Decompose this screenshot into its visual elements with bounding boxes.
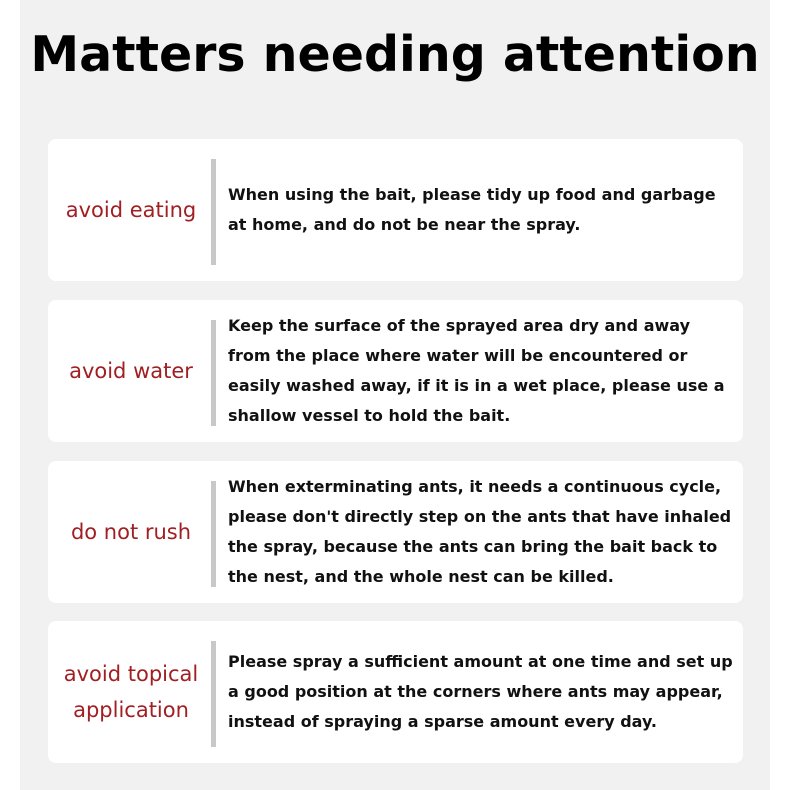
card-divider [211,320,216,426]
card-divider [211,641,216,747]
card-divider [211,481,216,587]
card-description [228,139,738,281]
card-description-text: When using the bait, please tidy up food and garbage at home, and do not be near the spray. [228,185,716,234]
card-label: avoid topical application [63,662,199,722]
card-label: avoid eating [65,198,197,222]
notice-card-avoid-topical-application [48,621,743,763]
card-description-text: Keep the surface of the sprayed area dry and away from the place where water will be encountered or easily washed away, if it is in a wet place, please use a shallow vessel to hold the bait. [228,316,725,425]
page-title: Matters needing attention [30,26,760,83]
notice-card-avoid-eating [48,139,743,281]
notice-card-do-not-rush [48,461,743,603]
card-description [228,300,738,442]
card-divider [211,159,216,265]
card-description-text: Please spray a sufficient amount at one time and set up a good position at the corners where ants may appear, instead of spraying a sparse amount every day. [228,652,733,731]
card-description-text: When exterminating ants, it needs a continuous cycle, please don't directly step on the ants that have inhaled the spray, because the ants can bring the bait back to the nest, and the whole nest can be killed. [228,477,732,586]
card-label: avoid water [69,359,193,383]
card-label: do not rush [70,520,192,544]
card-description [228,461,738,603]
card-description [228,621,738,763]
notice-card-avoid-water [48,300,743,442]
